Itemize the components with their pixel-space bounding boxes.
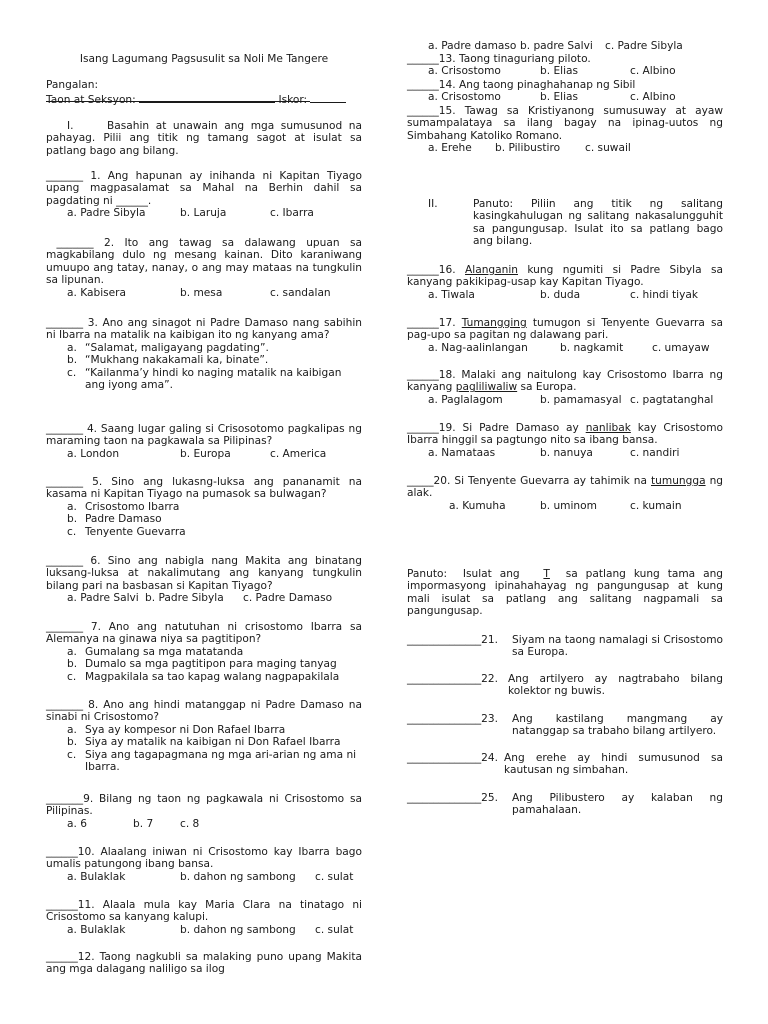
option-b[interactable]: b. duda [540,288,581,301]
option-a[interactable] [46,724,362,736]
question-19 [407,422,723,459]
question-16 [407,264,723,301]
option-text: “Mukhang nakakamali ka, binate”. [85,354,269,367]
option-text: Siya ang tagapagmana ng mga ari-arian ng ama ni Ibarra. [85,748,357,774]
option-c[interactable]: c. nandiri [630,446,680,459]
option-b[interactable]: b. nagkamit [560,341,624,354]
question-13 [407,53,723,78]
answer-blank[interactable]: ______ [407,105,439,117]
option-c[interactable]: c. sulat [315,870,354,883]
option-a[interactable]: a. Kabisera [67,286,127,299]
option-letter: c. [67,525,77,538]
option-letter: c. [67,366,77,379]
question-text: 2. Ito ang tawag sa dalawang upuan sa magkabilang dulo ng mesang kainan. Dito karaniwang umuupo ang tatay, nanay, o ang may mataas na tungkulin sa lipunan. [46,237,363,287]
question-15 [407,105,723,155]
options-list [46,724,362,774]
option-text: Dumalo sa mga pagtitipon para maging tanyag [85,658,337,671]
answer-blank[interactable]: ______ [46,899,78,911]
item-number: 18. [438,369,456,381]
options-row [407,40,723,52]
answer-blank[interactable]: _______ [46,317,84,329]
answer-blank[interactable]: ______ [407,317,439,329]
option-text: “Salamat, maligayang pagdating”. [85,341,269,354]
sentence-pre: Si Padre Damaso ay [462,422,586,434]
option-b[interactable]: b. Pilibustiro [495,142,561,155]
option-b[interactable]: b. 7 [133,817,154,830]
option-letter: b. [67,658,78,671]
section-row [46,92,362,106]
option-c[interactable]: c. America [270,447,327,460]
underlined-word: pagliliwaliw [455,381,518,394]
question-text: 9. Bilang ng taon ng pagkawala ni Crisostomo sa Pilipinas. [46,793,362,818]
option-b[interactable]: b. dahon ng sambong [180,923,296,936]
section-field[interactable] [139,92,275,103]
sentence-post: kay Crisostomo Ibarra hinggil sa pagtungo nito sa ibang bansa. [407,422,723,447]
statement: Siyam na taong namalagi si Crisostomo sa Europa. [512,634,723,659]
item-number: 20. [433,475,451,487]
sentence-post: sa Europa. [517,381,577,394]
item-number: 25. [481,792,499,804]
option-c[interactable]: c. sandalan [270,286,331,299]
tf-item-25 [407,792,723,817]
option-a[interactable]: a. Bulaklak [67,923,126,936]
option-b[interactable]: b. pamamasyal [540,393,622,406]
option-letter: b. [67,354,78,367]
options-list [46,646,362,683]
option-letter: a. [67,341,77,354]
option-a[interactable] [46,342,362,354]
option-text: Magpakilala sa tao kapag walang nagpapakilala [85,670,340,683]
question-7 [46,621,362,683]
question-1 [46,170,362,220]
answer-blank[interactable]: ______________ [407,713,482,725]
option-text: Tenyente Guevarra [85,525,186,538]
answer-blank[interactable]: ______ [407,369,439,381]
options-list [46,342,362,392]
option-b[interactable]: b. Europa [180,447,231,460]
option-b[interactable]: b. dahon ng sambong [180,870,296,883]
answer-blank[interactable]: ______ [407,53,439,65]
option-b[interactable]: b. Padre Sibyla [145,592,224,605]
options-row [46,287,362,299]
option-a[interactable]: a. 6 [67,817,87,830]
tf-item-24 [407,752,723,777]
option-a[interactable]: a. Kumuha [449,499,506,512]
part2-text: Panuto: Piliin ang titik ng salitang kasingkahulugan ng salitang nakasalungguhit sa pangungusap. Isulat ito sa patlang bago ang bilang. [473,198,723,248]
options-row [46,207,362,219]
part2-instruction [407,198,723,248]
statement: Ang artilyero ay nagtrabaho bilang kolektor ng buwis. [508,673,723,698]
answer-blank[interactable]: ______ [407,422,439,434]
underlined-word: tumungga [651,475,706,487]
question-12-options [407,40,723,52]
question-text: 3. Ano ang sinagot ni Padre Damaso nang sabihin ni Ibarra na matalik na kaibigan ito ng kanyang ama? [46,317,363,342]
option-text: Gumalang sa mga matatanda [85,645,244,658]
option-b[interactable]: b. Laruja [180,207,227,220]
options-row [46,924,362,936]
options-row [407,500,723,512]
answer-blank[interactable]: _____ [407,475,434,487]
option-a[interactable]: a. Nag-aalinlangan [428,341,528,354]
option-text: Padre Damaso [85,513,162,526]
option-b[interactable] [46,658,362,670]
options-list [46,501,362,538]
options-row [407,447,723,459]
options-row [46,818,362,830]
answer-blank[interactable]: _______ [46,699,84,711]
options-row [407,91,723,103]
question-2 [46,237,362,299]
options-row [407,65,723,77]
option-b[interactable]: b. Elias [540,65,579,78]
tf-item-21 [407,634,723,659]
question-4 [46,423,362,460]
option-letter: a. [67,500,77,513]
answer-blank[interactable]: _______ [46,793,84,805]
answer-blank[interactable]: _______ [46,170,84,182]
part3-instruction [407,568,727,618]
option-a[interactable]: a. Padre Salvi [67,592,139,605]
question-6 [46,555,362,605]
option-c[interactable] [46,749,362,774]
tf-item-23 [407,713,723,738]
question-20 [407,475,723,512]
option-c[interactable]: c. Padre Damaso [243,592,333,605]
option-a[interactable] [46,501,362,513]
item-number: 22. [481,673,499,685]
answer-blank[interactable]: ______________ [407,752,482,764]
option-c[interactable]: c. Padre Sibyla [605,40,683,52]
question-18 [407,369,723,406]
question-text: 4. Saang lugar galing si Crisosotomo pagkalipas ng maraming taon na pagkawala sa Pilipinas? [46,423,362,448]
answer-blank[interactable]: ______ [407,264,439,276]
option-b[interactable]: b. padre Salvi [520,40,593,52]
option-b[interactable] [46,513,362,525]
option-c[interactable]: c. pagtatanghal [630,393,714,406]
part3-text-pre: Panuto: Isulat ang [407,568,544,580]
part3-true-letter: T [543,568,550,580]
sentence-pre: Malaki ang naitulong kay Crisostomo Ibarra ng kanyang [407,369,723,394]
option-text: Siya ay matalik na kaibigan ni Don Rafael Ibarra [85,736,341,749]
part1-text: Basahin at unawain ang mga sumusunod na pahayag. Pilii ang titik ng tamang sagot at isulat sa patlang bago ang bilang. [46,120,362,157]
answer-blank[interactable]: _______ [56,237,94,249]
sentence-pre: Si Tenyente Guevarra ay tahimik na [454,475,651,487]
option-a[interactable]: a. Crisostomo [428,65,501,78]
underlined-word: Alanganin [465,264,518,276]
option-letter: a. [67,723,77,736]
score-label: Iskor: [278,94,308,106]
question-8 [46,699,362,773]
option-a[interactable]: a. Tiwala [428,288,475,301]
part1-instruction [46,120,362,157]
page-title: Isang Lagumang Pagsusulit sa Noli Me Tangere [79,53,329,65]
question-12 [46,951,362,976]
statement: Ang kastilang mangmang ay natanggap sa trabaho bilang artilyero. [512,713,723,738]
options-row [407,342,723,354]
option-b[interactable]: b. mesa [180,286,223,299]
item-number: 16. [438,264,456,276]
answer-blank[interactable]: ______________ [407,673,482,685]
option-a[interactable]: a. Padre Sibyla [67,207,146,220]
part1-numeral: I. [67,120,74,132]
option-c[interactable]: c. umayaw [652,341,710,354]
answer-blank[interactable]: ______________ [407,634,482,646]
statement: Ang erehe ay hindi sumusunod sa kautusan ng simbahan. [504,752,723,777]
question-3 [46,317,362,391]
option-c[interactable]: c. kumain [630,499,682,512]
score-field[interactable] [310,92,346,103]
option-b[interactable] [46,354,362,366]
option-a[interactable] [46,646,362,658]
sentence-post: kung ngumiti si Padre Sibyla sa kanyang pakikipag-usap kay Kapitan Tiyago. [407,264,723,289]
answer-blank[interactable]: _______ [46,555,84,567]
question-14 [407,79,723,104]
question-text: 8. Ano ang hindi matanggap ni Padre Damaso na sinabi ni Crisostomo? [46,699,363,724]
question-text: 14. Ang taong pinaghahanap ng Sibil [438,79,636,91]
option-c[interactable]: c. Albino [630,65,676,78]
question-text: 1. Ang hapunan ay inihanda ni Kapitan Tiyago upang magpasalamat sa Mahal na Berhin dahil sa pagdating ni ______. [46,170,362,207]
options-row [407,142,723,154]
part2-numeral: II. [428,198,438,210]
option-a[interactable]: a. Bulaklak [67,870,126,883]
question-text: 13. Taong tinaguriang piloto. [438,53,591,65]
question-text: 15. Tawag sa Kristiyanong sumusuway at ayaw sumampalataya sa ilang bagay na ipinag-uutos ng Simbahang Katoliko Romano. [407,105,723,142]
question-17 [407,317,723,354]
option-text: Crisostomo Ibarra [85,500,180,513]
option-b[interactable]: b. Elias [540,91,579,104]
sentence-post: tumugon si Tenyente Guevarra sa pag-upo sa pagitan ng dalawang pari. [407,317,723,342]
options-row [407,289,723,301]
question-11 [46,899,362,936]
underlined-word: nanlibak [585,422,631,434]
statement: Ang Pilibustero ay kalaban ng pamahalaan. [512,792,723,817]
item-number: 17. [438,317,456,329]
name-label: Pangalan: [46,79,99,91]
underlined-word: Tumangging [461,317,527,329]
question-9 [46,793,362,830]
answer-blank[interactable]: _______ [46,423,84,435]
option-a[interactable]: a. Paglalagom [428,393,503,406]
option-c[interactable]: c. Albino [630,91,676,104]
option-c[interactable]: c. 8 [180,817,200,830]
options-row [46,592,362,604]
answer-blank[interactable]: _______ [46,476,84,488]
answer-blank[interactable]: ______ [407,79,439,91]
option-c[interactable] [46,671,362,683]
question-text: 6. Sino ang nabigla nang Makita ang binatang luksang-luksa at nakalimutang ang kanyang tungkulin bilang pari na basbasan si Kapitan Tiyago? [46,555,362,592]
option-text: “Kailanma’y hindi ko naging matalik na kaibigan ang iyong ama”. [85,366,342,392]
item-number: 23. [481,713,499,725]
item-number: 21. [481,634,499,646]
question-10 [46,846,362,883]
option-b[interactable] [46,736,362,748]
question-5 [46,476,362,538]
options-row [407,394,723,406]
question-text: 10. Alaalang iniwan ni Crisostomo kay Ibarra bago umalis patungong ibang bansa. [46,846,362,871]
option-letter: b. [67,513,78,526]
option-letter: b. [67,736,78,749]
answer-blank[interactable]: _______ [46,621,84,633]
option-a[interactable]: a. Namataas [428,446,496,459]
tf-item-22 [407,673,723,698]
option-c[interactable] [46,526,362,538]
answer-blank[interactable]: ______ [46,846,78,858]
option-letter: a. [67,645,77,658]
option-c[interactable]: c. suwail [585,142,631,155]
question-text: 7. Ano ang natutuhan ni crisostomo Ibarra sa Alemanya na ginawa niya sa pagtitipon? [46,621,362,646]
question-text: 11. Alaala mula kay Maria Clara na tinatago ni Crisostomo sa kanyang kalupi. [46,899,362,924]
option-c[interactable]: c. sulat [315,923,354,936]
option-a[interactable]: a. Padre damaso [428,40,517,52]
item-number: 24. [481,752,499,764]
part3-text-post: sa patlang kung tama ang impormasyong ipinahahayag ng pangungusap at kung mali isulat sa patlang ang salitang nagpamali sa pangungusap. [407,568,727,618]
option-letter: c. [67,670,77,683]
option-a[interactable]: a. Crisostomo [428,91,501,104]
option-a[interactable]: a. Erehe [428,142,472,155]
option-b[interactable]: b. uminom [540,499,597,512]
answer-blank[interactable]: ______ [46,951,78,963]
option-a[interactable]: a. London [67,447,120,460]
sentence-post: ng alak. [407,475,724,500]
section-label: Taon at Seksyon: [46,94,136,106]
answer-blank[interactable]: ______________ [407,792,482,804]
question-text: 12. Taong nagkubli sa malaking puno upang Makita ang mga dalagang naliligo sa ilog [46,951,362,976]
question-text: 5. Sino ang lukasng-luksa ang pananamit na kasama ni Kapitan Tiyago na pumasok sa bulwagan? [46,476,362,501]
options-row [46,871,362,883]
option-text: Sya ay kompesor ni Don Rafael Ibarra [85,723,286,736]
option-c[interactable]: c. hindi tiyak [630,288,698,301]
options-row [46,448,362,460]
option-b[interactable]: b. nanuya [540,446,593,459]
option-c[interactable] [46,367,362,392]
option-letter: c. [67,748,77,761]
item-number: 19. [438,422,456,434]
option-c[interactable]: c. Ibarra [270,207,314,220]
